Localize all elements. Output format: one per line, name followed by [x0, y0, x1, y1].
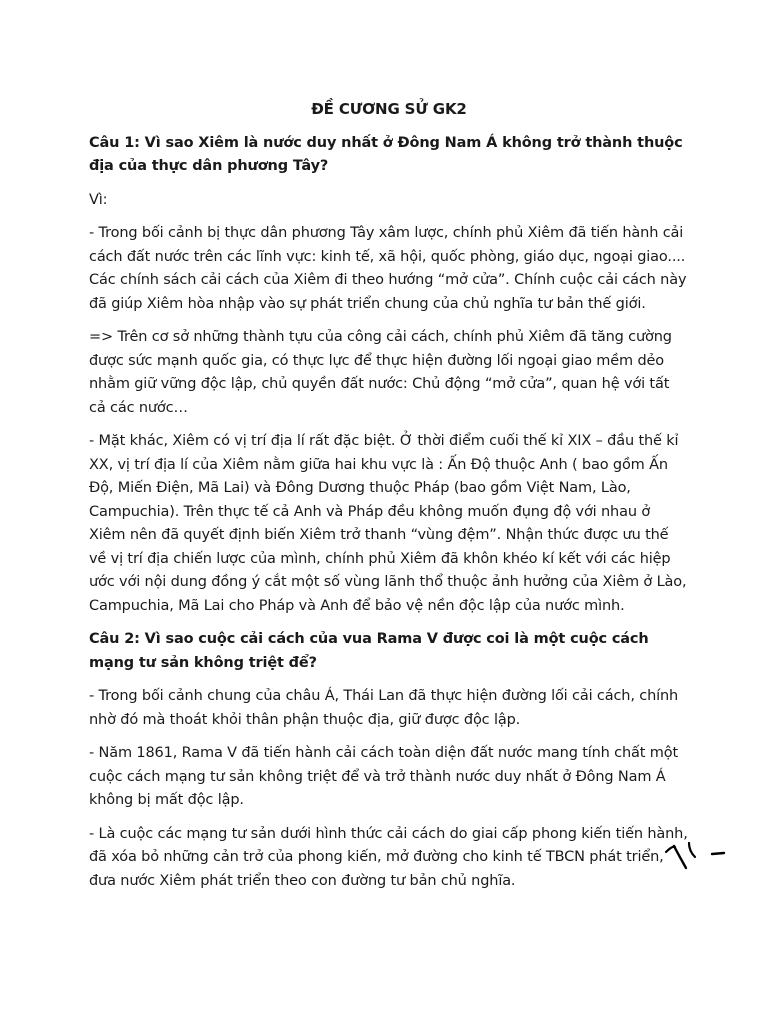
- q1-paragraph-2: - Trong bối cảnh bị thực dân phương Tây xâm lược, chính phủ Xiêm đã tiến hành cải cách đất nước trên các lĩnh vực: kinh tế, xã hội, quốc phòng, giáo dục, ngoại giao.... Các chính sách cải cách của Xiêm đi theo hướng “mở cửa”. Chính cuộc cải cách này đã giúp Xiêm hòa nhập vào sự phát triển chung của chủ nghĩa tư bản thế giới.: [89, 225, 687, 312]
- q1-paragraph-4: - Mặt khác, Xiêm có vị trí địa lí rất đặc biệt. Ở thời điểm cuối thế kỉ XIX – đầu thế kỉ XX, vị trí địa lí của Xiêm nằm giữa hai khu vực là : Ấn Độ thuộc Anh ( bao gồm Ấn Độ, Miến Điện, Mã Lai) và Đông Dương thuộc Pháp (bao gồm Việt Nam, Lào, Campuchia). Trên thực tế cả Anh và Pháp đều không muốn đụng độ với nhau ở Xiêm nên đã quyết định biến Xiêm trở thanh “vùng đệm”. Nhận thức được ưu thế về vị trí địa chiến lược của mình, chính phủ Xiêm đã khôn khéo kí kết với các hiệp ước với nội dung đồng ý cắt một số vùng lãnh thổ thuộc ảnh hưởng của Xiêm ở Lào, Campuchia, Mã Lai cho Pháp và Anh để bảo vệ nền độc lập của nước mình.: [89, 433, 687, 614]
- handwritten-mark-icon: [664, 838, 730, 872]
- question-2: Câu 2: Vì sao cuộc cải cách của vua Rama V được coi là một cuộc cách mạng tư sản không triệt để?: [89, 631, 649, 671]
- q1-paragraph-1: Vì:: [89, 191, 108, 208]
- q2-paragraph-3: - Là cuộc các mạng tư sản dưới hình thức cải cách do giai cấp phong kiến tiến hành, đã xóa bỏ những cản trở của phong kiến, mở đường cho kinh tế TBCN phát triển, đưa nước Xiêm phát triển theo con đường tư bản chủ nghĩa.: [89, 825, 688, 889]
- document-title: ĐỀ CƯƠNG SỬ GK2: [311, 100, 467, 118]
- q2-paragraph-1: - Trong bối cảnh chung của châu Á, Thái Lan đã thực hiện đường lối cải cách, chính nhờ đó mà thoát khỏi thân phận thuộc địa, giữ được độc lập.: [89, 688, 679, 728]
- q1-paragraph-3: => Trên cơ sở những thành tựu của công cải cách, chính phủ Xiêm đã tăng cường được sức mạnh quốc gia, có thực lực để thực hiện đường lối ngoại giao mềm dẻo nhằm giữ vững độc lập, chủ quyền đất nước: Chủ động “mở cửa”, quan hệ với tất cả các nước…: [89, 329, 672, 416]
- question-1: Câu 1: Vì sao Xiêm là nước duy nhất ở Đông Nam Á không trở thành thuộc địa của thực dân phương Tây?: [89, 134, 683, 174]
- document-body: [89, 98, 689, 903]
- q2-paragraph-2: - Năm 1861, Rama V đã tiến hành cải cách toàn diện đất nước mang tính chất một cuộc cách mạng tư sản không triệt để và trở thành nước duy nhất ở Đông Nam Á không bị mất độc lập.: [89, 745, 678, 808]
